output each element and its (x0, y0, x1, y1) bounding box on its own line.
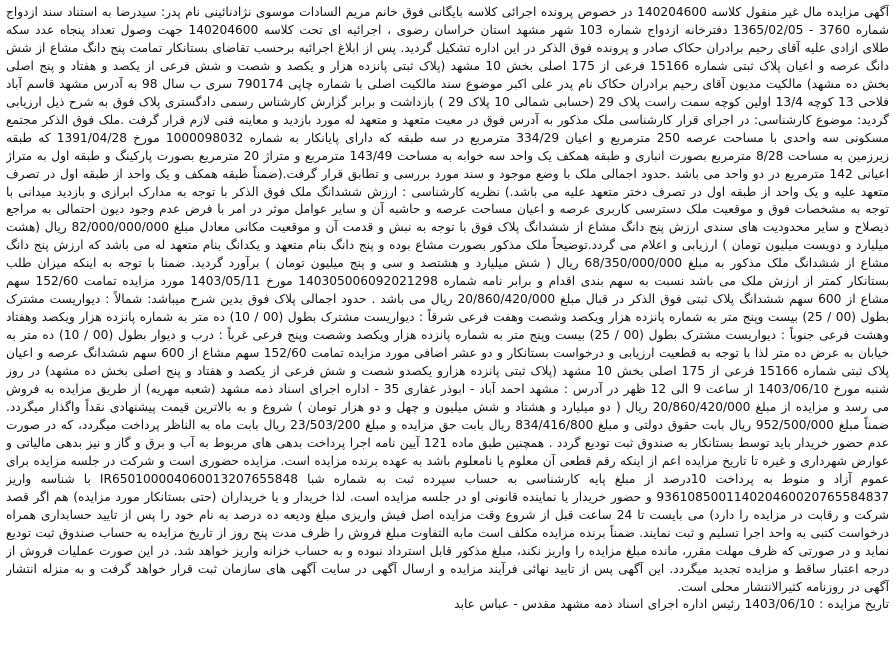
auction-date-signature-line: تاریخ مزایده : 1403/06/10 رئیس اداره اجرای اسناد ذمه مشهد مقدس - عباس عابد (454, 597, 889, 612)
auction-notice (6, 4, 889, 647)
notice-body-text: آگهی مزایده مال غیر منقول کلاسه 140204600 در خصوص پرونده اجرائی کلاسه بایگانی فوق خانم مریم السادات موسوی نژادنائینی نام پدر: سیدرضا به استناد سند ازدواج شماره 3760 - 1365/02/05 دفترخانه ازدواج شماره 103 شهر مشهد استان خراسان رضوی ، اجرائیه ای تحت کلاسه 140204600 جهت وصول تعداد پنجاه عدد سکه طلای ازادی علیه آقای رحیم برادران حکاک صادر و پرونده فوق الذکر در این اداره تشکیل گردید. پس از ابلاغ اجرائیه برحسب تقاضای بستانکار تمامت پنج دانگ مشاع از شش دانگ عرصه و اعیان پلاک ثبتی شماره 15166 فرعی از 175 اصلی بخش 10 مشهد (پلاک ثبتی پانزده هزار و یکصد و شصت و شش فرعی از یکصد و هفتاد و پنج اصلی بخش ده مشهد) مالکیت مدیون آقای رحیم برادران حکاک نام پدر علی اکبر موضوع سند مالکیت اصلی با شماره چاپی 790174 سری ب سال 98 به آدرس مشهد قاسم آباد فلاحی 13 کوچه 13/4 اولین کوچه سمت راست پلاک 29 (حسابی شمالی 10 پلاک 29 ) بازداشت و برابر گزارش کارشناس رسمی دادگستری پلاک فوق به شرح ذیل ارزیابی گردید: موضوع کارشناسی: در اجرای قرار کارشناسی ملک مذکور به آدرس فوق در معیت متعهد و متعهد له مورد بازدید و معاینه فنی لازم قرار گرفت .ملک فوق الذکر مجتمع مسکونی سه واحدی با مساحت عرصه 250 مترمربع و اعیان 334/29 مترمربع در سه طبقه که دارای پایانکار به شماره 1000098032 مورخ 1391/04/28 که طبقه زیرزمین به مساحت 8/28 مترمربع بصورت انباری و طبقه همکف یک واحد سه خوابه به مساحت 143/49 مترمربع و متراژ 20 مترمربع بصورت پارکینگ و طبقه اول به متراژ اعیانی 142 مترمربع در دو واحد می باشد .حدود اجمالی ملک با وضع موجود و سند مورد بررسی و تطابق قرار گرفت.(ضمناً طبقه همکف و یک واحد از طبقه اول در تصرف متعهد علیه و یک واحد از طبقه اول در تصرف دختر متعهد علیه می باشد.) نظریه کارشناسی : ارزش ششدانگ ملک فوق الذکر با توجه به مدارک ابرازی و بازدید میدانی با توجه به مشخصات فوق و موقعیت ملک دسترسی کاربری عرصه و اعیان مساحت عرصه و حاشیه آن و سایر عوامل موثر در امر با فرض عدم وجود دیون احتمالی به مراجع ذیصلاح و سایر محدودیت های سندی ارزش پنج دانگ مشاع از ششدانگ پلاک فوق با توجه به نبش و قدمت آن و موقعیت مکانی معادل مبلغ 82/000/000/000 ریال (هشت میلیارد و دویست میلیون تومان ) ارزیابی و اعلام می گردد.توضیحاً ملک مذکور بصورت مشاع بوده و پنج دانگ بنام متعهد و یکدانگ بنام متعهد له می باشد که ارزش پنج دانگ مشاع از ششدانگ ملک مذکور به مبلغ 68/350/000/000 ریال ( شش میلیارد و هشتصد و سی و پنج میلیون تومان ) برآورد گردید. ضمنا با توجه به اینکه میزان طلب بستانکار کمتر از ارزش ملک می باشد نسبت به سهم بندی اقدام و برابر نامه شماره 140305006092021298 مورخ 1403/05/11 مورد مزایده تمامت 152/60 سهم مشاع از 600 سهم ششدانگ پلاک ثبتی فوق الذکر در قبال مبلغ 20/860/420/000 ریال می باشد . حدود اجمالی پلاک فوق بدین شرح میباشد: شمالاً : دیواریست مشترک بطول (00 / 25) بیست وپنج متر به شماره پانزده هزار ویکصد وشصت وهفت فرعی شرقاً : دیواریست مشترک بطول (00 / 10) ده متر به شماره پانزده هزار ویکصد وهفتاد وهشت فرعی جنوباً : دیواریست مشترک بطول (00 / 25) بیست وپنج متر به شماره پانزده هزار ویکصد وشصت وپنج فرعی غرباً : درب و دیوار بطول (00 / 10) ده متر به خیابان به عرض ده متر لذا با توجه به قطعیت ارزیابی و درخواست بستانکار و دو عشر اضافی مورد مزایده تمامت 152/60 سهم مشاع از 600 سهم ششدانگ عرصه و اعیان پلاک ثبتی شماره 15166 فرعی از 175 اصلی بخش 10 مشهد (پلاک ثبتی پانزده هزارو یکصدو شصت و شش فرعی از یکصد و هفتاد و پنج اصلی بخش ده مشهد) در روز شنبه مورخ 1403/06/10 از ساعت 9 الی 12 ظهر در آدرس : مشهد احمد آباد - ابوذر غفاری 35 - اداره اجرای اسناد ذمه مشهد (شعبه مهریه) از طریق مزایده به فروش می رسد و مزایده از مبلغ 20/860/420/000 ریال ( دو میلیارد و هشتاد و شش میلیون و چهل و دو هزار تومان ) شروع و به بالاترین قیمت پیشنهادی نقداً واگذار میگردد. ضمناً مبلغ 952/500/000 ریال بابت حقوق دولتی و مبلغ 834/416/800 ریال بابت حق مزایده و مبلغ 23/503/200 ریال بابت ماه به الناظر پرداخت میگردد، که در صورت عدم حضور خریدار باید توسط بستانکار به صندوق ثبت تودیع گردد . همچنین طبق ماده 121 آیین نامه اجرا پرداخت بدهی های مربوط به آب و برق و گاز و نیز بدهی مالیاتی و عوارض شهرداری و غیره تا تاریخ مزایده اعم از اینکه رقم قطعی آن معلوم یا نامعلوم باشد به عهده برنده مزایده است. مزایده حضوری است و شرکت در جلسه مزایده برای عموم آزاد و منوط به پرداخت 10درصد از مبلغ پایه کارشناسی به حساب سپرده ثبت به شماره شبا IR650100004060013207655848 با شناسه واریز 936108500114020460020765584837 و حضور خریدار یا نماینده قانونی او در جلسه مزایده است. لذا خریدار و یا خریداران (حتی بستانکار مورد مزایده) هم اگر قصد شرکت و رقابت در مزایده را دارد) می بایست تا 24 ساعت قبل از شروع وقت مزایده اصل فیش واریزی مبلغ ودیعه ده درصد به نام خود را پس از تایید حسابداری همراه درخواست کتبی به واحد اجرا تسلیم و ثبت نمایند. ضمناً برنده مزایده مکلف است مابه التفاوت مبلغ فروش را ظرف مدت پنج روز از تاریخ مزایده به حساب صندوق ثبت تودیع نماید و در صورتی که ظرف مهلت مقرر، مانده مبلغ مزایده را واریز نکند، مبلغ مذکور قابل استرداد نبوده و به حساب خزانه واریز خواهد شد. در این صورت عملیات فروش از درجه اعتبار ساقط و مزایده تجدید میگردد. این آگهی پس از تایید نهائی فرآیند مزایده و ارسال آگهی در سایت آگهی های سازمان ثبت قرار خواهد گرفت و به منزله انتشار آگهی در روزنامه کثیرالانتشار محلی است. (6, 5, 889, 594)
